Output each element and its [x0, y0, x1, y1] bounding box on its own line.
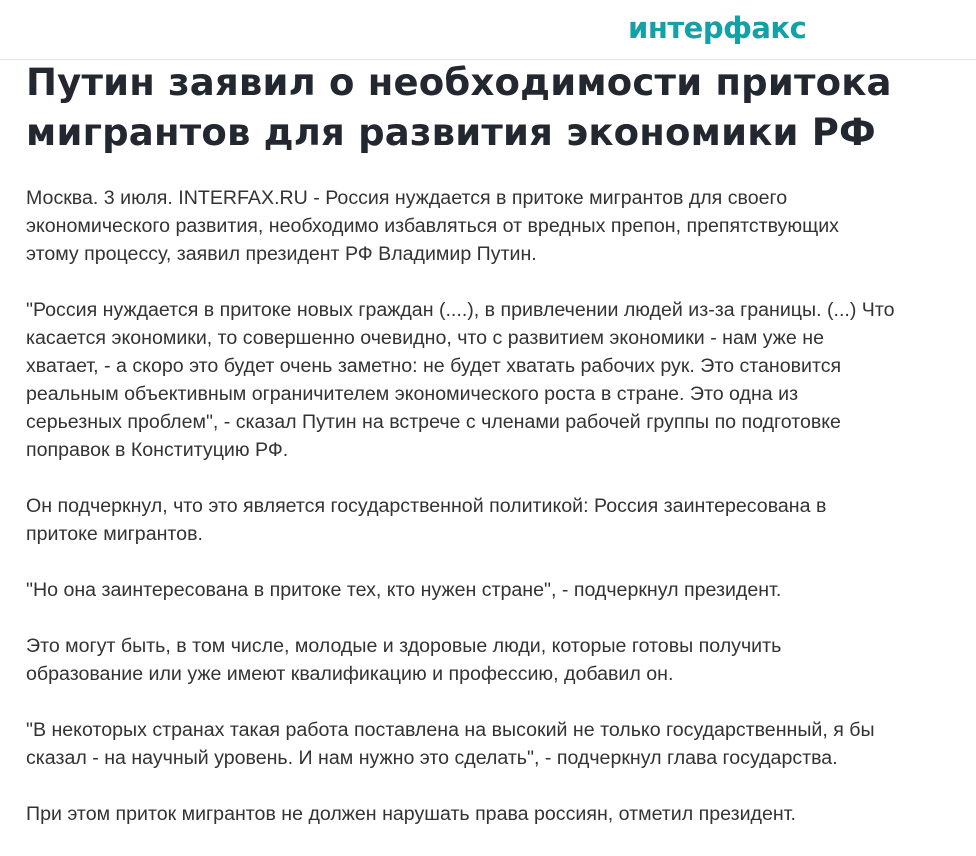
- site-header: [0, 0, 976, 60]
- article-paragraph: Он подчеркнул, что это является государственной политикой: Россия заинтересована в притоке мигрантов.: [26, 495, 827, 545]
- article-paragraph: "Россия нуждается в притоке новых граждан (....), в привлечении людей из-за границы. (...) Что касается экономики, то совершенно очевидно, что с развитием экономики - нам уже не хватает, - а скоро это будет очень заметно: не будет хватать рабочих рук. Это становится реальным объективным ограничителем экономического роста в стране. Это одна из серьезных проблем", - сказал Путин на встрече с членами рабочей группы по подготовке поправок в Конституцию РФ.: [26, 299, 895, 461]
- article-paragraph: "В некоторых странах такая работа поставлена на высокий не только государственный, я бы сказал - на научный уровень. И нам нужно это сделать", - подчеркнул глава государства.: [26, 719, 875, 769]
- article-body: [26, 184, 956, 856]
- article-headline: Путин заявил о необходимости притока мигрантов для развития экономики РФ: [26, 61, 892, 154]
- article-paragraph: Москва. 3 июля. INTERFAX.RU - Россия нуждается в притоке мигрантов для своего экономического развития, необходимо избавляться от вредных препон, препятствующих этому процессу, заявил президент РФ Владимир Путин.: [26, 187, 839, 265]
- interfax-logo[interactable]: интерфакс: [628, 11, 807, 45]
- article-paragraph: При этом приток мигрантов не должен нарушать права россиян, отметил президент.: [26, 803, 796, 825]
- article-paragraph: Это могут быть, в том числе, молодые и здоровые люди, которые готовы получить образование или уже имеют квалификацию и профессию, добавил он.: [26, 635, 782, 685]
- article-paragraph: "Но она заинтересована в притоке тех, кто нужен стране", - подчеркнул президент.: [26, 579, 782, 601]
